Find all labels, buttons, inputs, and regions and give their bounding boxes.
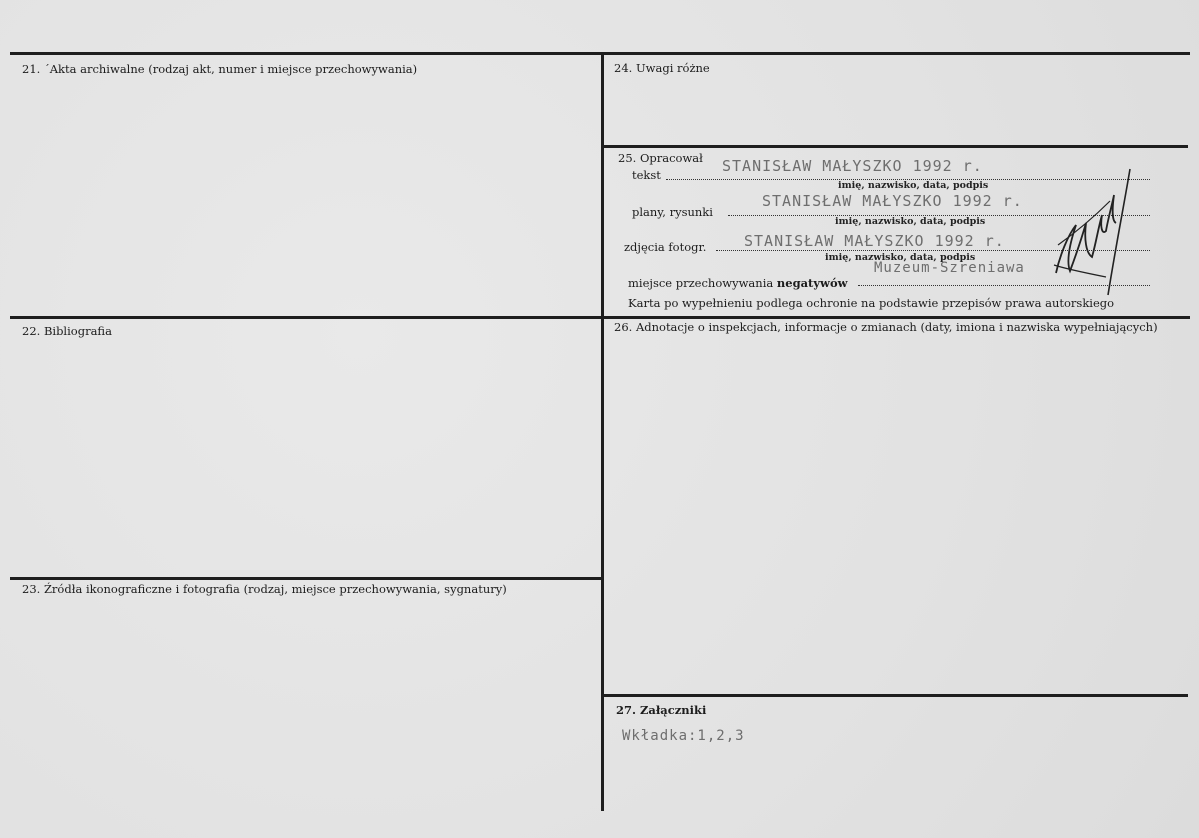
section-23-title: 23. Źródła ikonograficzne i fotografia (rodzaj, miejsce przechowywania, sygnatury) [22, 582, 507, 596]
rule-24-25 [603, 145, 1188, 148]
section-26-title: 26. Adnotacje o inspekcjach, informacje o zmianach (daty, imiona i nazwiska wypełniających) [614, 320, 1158, 334]
section-27-value: Wkładka:1,2,3 [622, 728, 745, 744]
section-21-title: 21. ´Akta archiwalne (rodzaj akt, numer i miejsce przechowywania) [22, 62, 418, 76]
rule-26-27 [603, 694, 1188, 697]
rule-22-23 [10, 577, 602, 580]
section-27-title: 27. Załączniki [616, 703, 707, 717]
miejsce-value: Muzeum-Szreniawa [874, 260, 1025, 276]
center-divider [601, 55, 604, 811]
tekst-value: STANISŁAW MAŁYSZKO 1992 r. [722, 157, 983, 175]
rule-21-22 [10, 316, 1190, 319]
section-24-title: 24. Uwagi różne [614, 61, 710, 75]
zdjecia-value: STANISŁAW MAŁYSZKO 1992 r. [744, 232, 1005, 250]
miejsce-label-text: miejsce przechowywania [628, 276, 774, 290]
tekst-caption: imię, nazwisko, data, podpis [838, 180, 989, 191]
plany-caption: imię, nazwisko, data, podpis [835, 216, 986, 227]
miejsce-label [628, 276, 848, 290]
plany-label: plany, rysunki [632, 205, 713, 219]
section-22-title: 22. Bibliografia [22, 324, 112, 338]
zdjecia-caption: imię, nazwisko, data, podpis [825, 252, 976, 263]
plany-value: STANISŁAW MAŁYSZKO 1992 r. [762, 192, 1023, 210]
miejsce-label-bold: negatywów [776, 276, 848, 290]
zdjecia-label: zdjęcia fotogr. [624, 240, 707, 254]
section-25-title: 25. Opracował [618, 151, 703, 165]
top-rule [10, 52, 1190, 55]
signature [1046, 165, 1142, 300]
copyright-notice: Karta po wypełnieniu podlega ochronie na podstawie przepisów prawa autorskiego [628, 296, 1115, 310]
tekst-label: tekst [632, 168, 661, 182]
